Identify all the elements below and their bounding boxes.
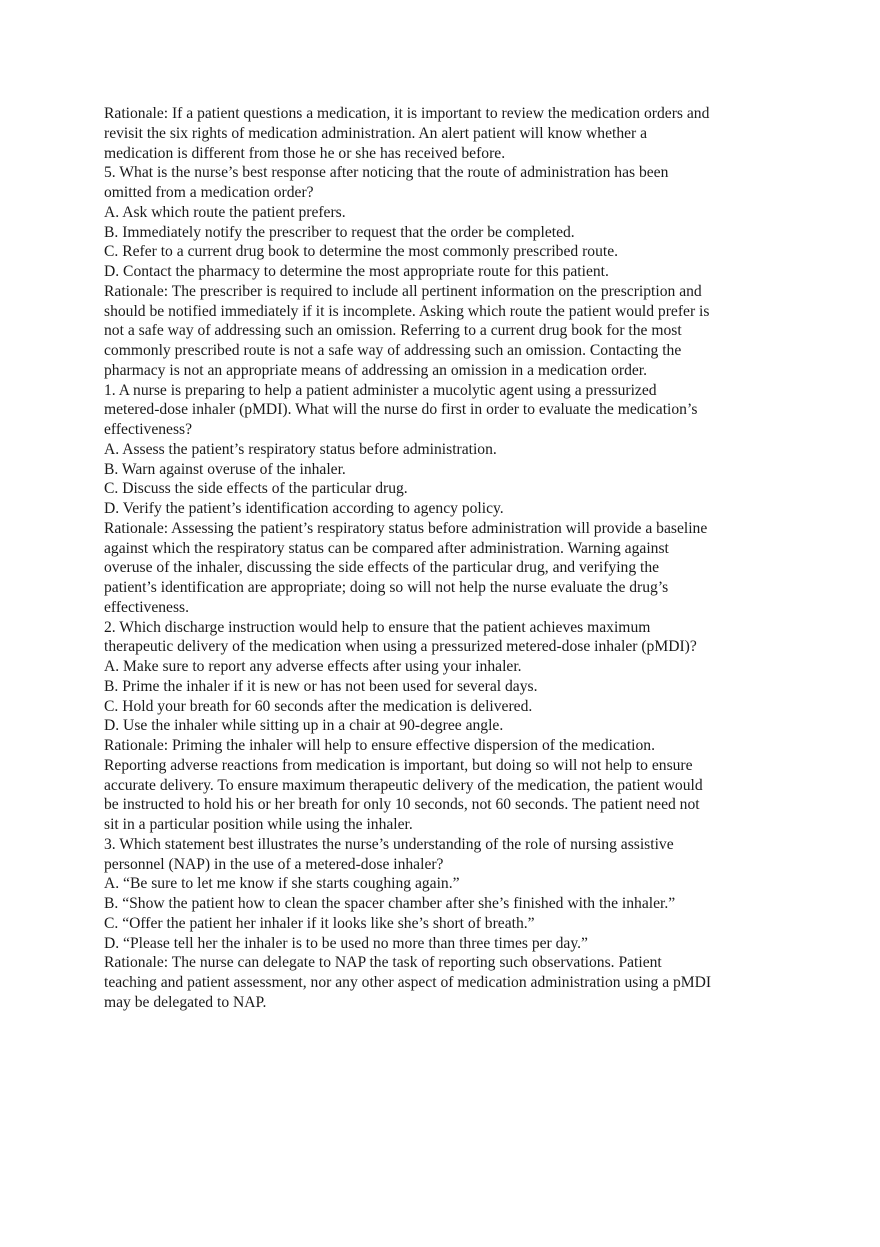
question-line: omitted from a medication order? [104, 184, 314, 201]
rationale-line: should be notified immediately if it is incomplete. Asking which route the patient would prefer is [104, 302, 710, 320]
answer-option: B. Immediately notify the prescriber to request that the order be completed. [104, 223, 575, 241]
answer-option: A. Make sure to report any adverse effects after using your inhaler. [104, 658, 522, 675]
rationale-line: teaching and patient assessment, nor any other aspect of medication administration using a pMDI [104, 974, 712, 991]
answer-option: B. “Show the patient how to clean the spacer chamber after she’s finished with the inhaler.” [104, 895, 676, 912]
rationale-line: Rationale: The prescriber is required to include all pertinent information on the prescription and [104, 282, 702, 300]
rationale-line: patient’s identification are appropriate; doing so will not help the nurse evaluate the drug’s [104, 579, 669, 596]
rationale-line: Reporting adverse reactions from medication is important, but doing so will not help to ensure [104, 756, 693, 774]
rationale-line: accurate delivery. To ensure maximum therapeutic delivery of the medication, the patient would [104, 776, 703, 794]
answer-option: C. “Offer the patient her inhaler if it looks like she’s short of breath.” [104, 914, 535, 932]
answer-option: C. Discuss the side effects of the particular drug. [104, 480, 408, 498]
question-line: personnel (NAP) in the use of a metered-dose inhaler? [104, 855, 444, 873]
answer-option: D. Verify the patient’s identification according to agency policy. [104, 500, 504, 517]
text-line: medication is different from those he or she has received before. [104, 144, 506, 162]
rationale-line: Rationale: Priming the inhaler will help to ensure effective dispersion of the medication. [104, 737, 655, 754]
answer-option: A. Ask which route the patient prefers. [104, 203, 346, 221]
question-line: 5. What is the nurse’s best response after noticing that the route of administration has been [104, 164, 669, 182]
rationale-line: against which the respiratory status can be compared after administration. Warning against [104, 539, 669, 557]
text-line: revisit the six rights of medication administration. An alert patient will know whether a [104, 124, 648, 142]
rationale-line: may be delegated to NAP. [104, 993, 267, 1011]
rationale-line: pharmacy is not an appropriate means of addressing an omission in a medication order. [104, 361, 648, 379]
text-line: Rationale: If a patient questions a medication, it is important to review the medication orders and [104, 105, 710, 122]
rationale-line: Rationale: Assessing the patient’s respiratory status before administration will provide a baseline [104, 519, 708, 537]
rationale-line: sit in a particular position while using the inhaler. [104, 816, 413, 833]
answer-option: C. Hold your breath for 60 seconds after the medication is delivered. [104, 697, 533, 715]
answer-option: B. Warn against overuse of the inhaler. [104, 460, 346, 478]
answer-option: A. “Be sure to let me know if she starts coughing again.” [104, 875, 460, 893]
rationale-line: overuse of the inhaler, discussing the side effects of the particular drug, and verifying the [104, 559, 660, 577]
answer-option: C. Refer to a current drug book to determine the most commonly prescribed route. [104, 243, 619, 261]
question-line: 2. Which discharge instruction would help to ensure that the patient achieves maximum [104, 618, 651, 636]
answer-option: D. “Please tell her the inhaler is to be used no more than three times per day.” [104, 934, 588, 952]
question-line: 3. Which statement best illustrates the nurse’s understanding of the role of nursing assistive [104, 835, 674, 853]
answer-option: D. Use the inhaler while sitting up in a chair at 90-degree angle. [104, 717, 504, 735]
rationale-line: commonly prescribed route is not a safe way of addressing such an omission. Contacting the [104, 342, 682, 359]
question-line: therapeutic delivery of the medication when using a pressurized metered-dose inhaler (pMDI)? [104, 638, 697, 656]
question-line: effectiveness? [104, 421, 193, 438]
answer-option: D. Contact the pharmacy to determine the most appropriate route for this patient. [104, 263, 609, 280]
question-line: 1. A nurse is preparing to help a patient administer a mucolytic agent using a pressurized [104, 381, 657, 399]
document-body [104, 104, 794, 1013]
rationale-line: not a safe way of addressing such an omission. Referring to a current drug book for the most [104, 322, 682, 340]
answer-option: A. Assess the patient’s respiratory status before administration. [104, 440, 497, 458]
answer-option: B. Prime the inhaler if it is new or has not been used for several days. [104, 677, 538, 695]
question-line: metered-dose inhaler (pMDI). What will the nurse do first in order to evaluate the medication’s [104, 401, 698, 419]
rationale-line: effectiveness. [104, 598, 190, 616]
rationale-line: Rationale: The nurse can delegate to NAP the task of reporting such observations. Patient [104, 954, 662, 972]
rationale-line: be instructed to hold his or her breath for only 10 seconds, not 60 seconds. The patient need not [104, 796, 700, 814]
